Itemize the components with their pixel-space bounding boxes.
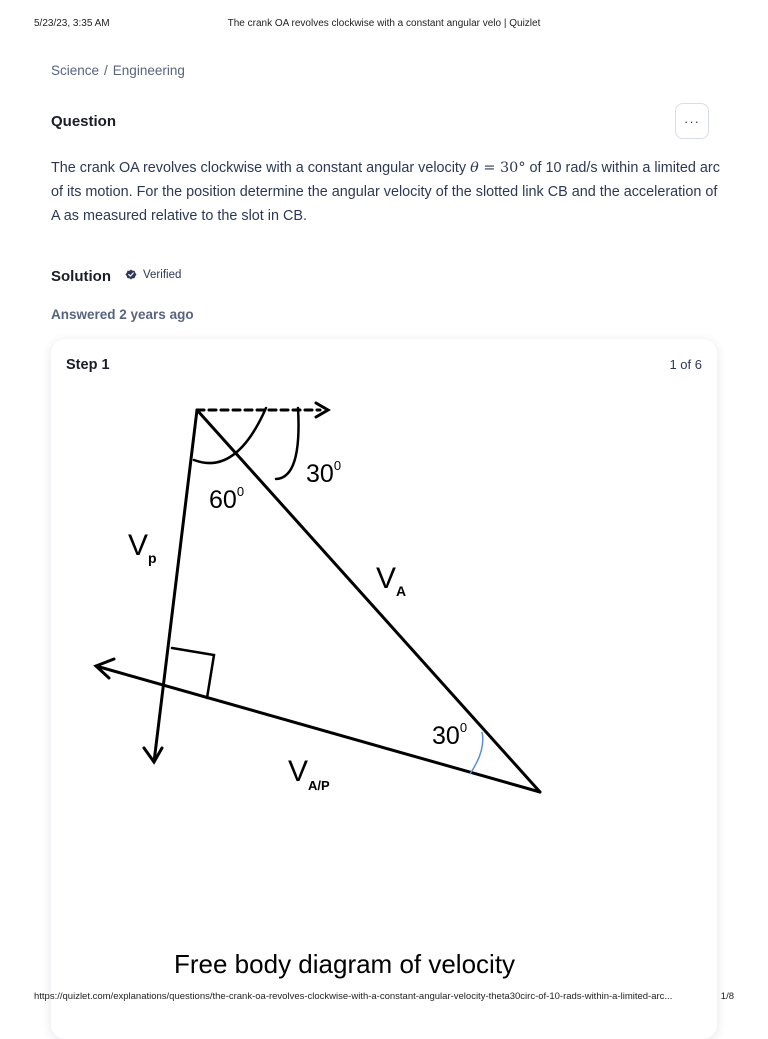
vap-label: $V_{A/P}$: [288, 755, 330, 793]
question-text: [51, 156, 723, 228]
breadcrumb: [51, 63, 185, 78]
angle-label-30-top: $30^0$: [306, 458, 342, 488]
math-equals: =: [478, 160, 501, 176]
breadcrumb-item-engineering[interactable]: Engineering: [112, 63, 185, 78]
ellipsis-icon: ···: [684, 113, 700, 129]
angle-arc-bottom: [470, 732, 483, 774]
verified-check-icon: [125, 269, 137, 281]
breadcrumb-separator: /: [104, 63, 108, 78]
verified-label: Verified: [143, 269, 182, 281]
va-line: [197, 410, 540, 792]
va-label: $V_A$: [376, 562, 407, 599]
velocity-diagram: [66, 380, 706, 990]
print-datetime: 5/23/23, 3:35 AM: [34, 18, 110, 29]
math-value: 30°: [500, 160, 526, 176]
step-label: Step 1: [66, 357, 110, 373]
question-text-start: The crank OA revolves clockwise with a constant angular velocity: [51, 160, 471, 176]
vp-label: $V_p$: [128, 529, 157, 566]
print-page-number: 1/8: [720, 991, 734, 1002]
question-text-end: of 10 rad/s within a limited arc of its motion. For the position determine the angular velocity of the slotted link CB and the acceleration of A as measured relative to the slot in CB.: [51, 160, 720, 224]
angle-label-60: $60^0$: [209, 484, 245, 514]
angle-label-30-bottom: $30^0$: [432, 720, 468, 750]
vp-line: [154, 410, 197, 762]
diagram-caption: Free body diagram of velocity: [174, 949, 516, 979]
breadcrumb-item-science[interactable]: Science: [51, 63, 100, 78]
solution-heading: Solution: [51, 268, 111, 285]
verified-badge: [125, 269, 181, 281]
step-counter: 1 of 6: [669, 357, 702, 372]
answered-time: Answered 2 years ago: [51, 307, 194, 322]
print-url: https://quizlet.com/explanations/questions/the-crank-oa-revolves-clockwise-with-a-constant-angular-velocity-theta30circ-of-10-rads-within-a-limited-arc...: [34, 991, 673, 1002]
vp-arrowhead: [144, 748, 162, 762]
more-options-button[interactable]: [675, 103, 709, 139]
angle-arc-30: [276, 408, 299, 479]
question-math: [470, 160, 525, 176]
print-title: The crank OA revolves clockwise with a constant angular velo | Quizlet: [227, 18, 541, 29]
math-variable: θ: [470, 160, 479, 176]
question-heading: Question: [51, 113, 117, 130]
angle-arc-60: [194, 408, 266, 463]
